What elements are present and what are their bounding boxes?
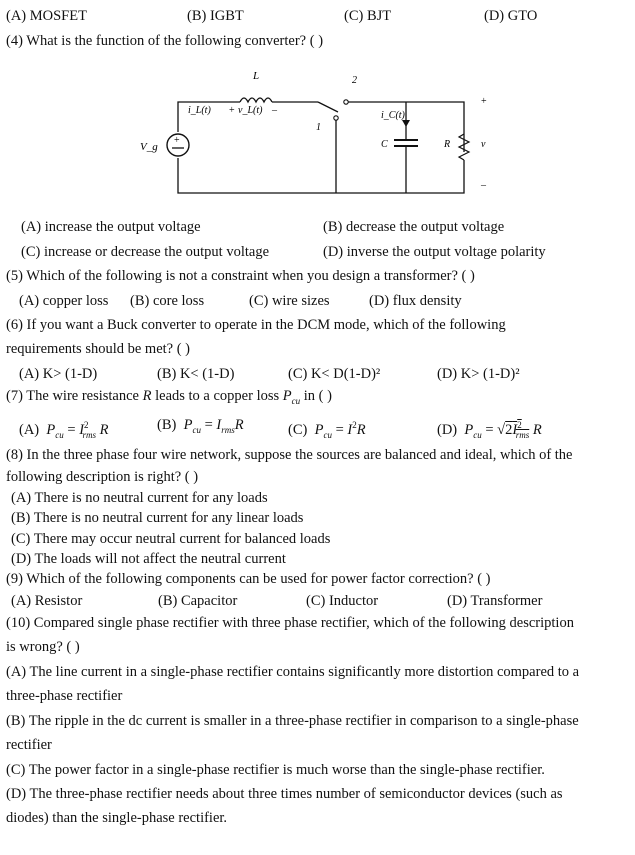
q10-option-d-line1: (D) The three-phase rectifier needs about three times number of semiconductor devices (such as xyxy=(6,786,563,802)
q10-option-d-line2: diodes) than the single-phase rectifier. xyxy=(6,810,228,826)
q7-option-d: (D) $P_{cu} = √2I^2_{rms}$ R xyxy=(437,420,542,440)
q6-option-d: (D) K> (1-D)² xyxy=(437,366,520,382)
q6-stem-line1: (6) If you want a Buck converter to operate in the DCM mode, which of the following xyxy=(6,317,506,333)
q10-option-b-line2: rectifier xyxy=(6,737,52,753)
buck-converter-circuit xyxy=(130,60,500,210)
q6-option-b: (B) K< (1-D) xyxy=(157,366,235,382)
q9-option-c: (C) Inductor xyxy=(306,593,379,609)
q5-option-b: (B) core loss xyxy=(130,293,205,309)
q3-option-c: (C) BJT xyxy=(344,8,392,24)
q4-stem: (4) What is the function of the following converter? ( ) xyxy=(6,33,324,49)
q4-option-a: (A) increase the output voltage xyxy=(21,219,201,235)
q5-stem: (5) Which of the following is not a constraint when you design a transformer? ( ) xyxy=(6,268,475,284)
q4-option-c: (C) increase or decrease the output voltage xyxy=(21,244,270,260)
q8-stem-line1: (8) In the three phase four wire network, suppose the sources are balanced and ideal, which of the xyxy=(6,447,573,463)
q3-option-b: (B) IGBT xyxy=(187,8,244,24)
q7-stem: (7) The wire resistance R leads to a copper loss $P_{cu}$ in ( ) xyxy=(6,388,332,406)
q7-option-a: (A) $P_{cu} = I^2_{rms}$ R xyxy=(19,420,109,440)
q10-option-b-line1: (B) The ripple in the dc current is smaller in a three-phase rectifier in comparison to a single-phase xyxy=(6,713,579,729)
q8-option-a: (A) There is no neutral current for any loads xyxy=(11,490,268,506)
q5-option-c: (C) wire sizes xyxy=(249,293,330,309)
il-label: i_L(t) xyxy=(188,105,211,116)
q3-option-a: (A) MOSFET xyxy=(6,8,87,24)
ic-label: i_C(t) xyxy=(381,110,405,121)
vl-minus-label: – xyxy=(272,105,277,116)
q6-option-a: (A) K> (1-D) xyxy=(19,366,98,382)
q9-stem: (9) Which of the following components can be used for power factor correction? ( ) xyxy=(6,571,491,587)
q3-option-d: (D) GTO xyxy=(484,8,538,24)
q10-option-a-line1: (A) The line current in a single-phase rectifier contains significantly more distortion compared to a xyxy=(6,664,580,680)
q6-option-c: (C) K< D(1-D)² xyxy=(288,366,381,382)
output-minus-label: – xyxy=(481,180,486,191)
q6-stem-line2: requirements should be met? ( ) xyxy=(6,341,191,357)
q10-option-c: (C) The power factor in a single-phase rectifier is much worse than the single-phase rectifier. xyxy=(6,762,545,778)
vl-plus-label: + xyxy=(229,105,235,116)
q10-option-a-line2: three-phase rectifier xyxy=(6,688,123,704)
q5-option-d: (D) flux density xyxy=(369,293,462,309)
q4-option-d: (D) inverse the output voltage polarity xyxy=(323,244,546,260)
output-v-label: v xyxy=(481,139,486,150)
q4-option-b: (B) decrease the output voltage xyxy=(323,219,505,235)
q10-stem-line1: (10) Compared single phase rectifier with three phase rectifier, which of the following description xyxy=(6,615,574,631)
inductor-symbol xyxy=(240,98,272,102)
switch-pos1-label: 1 xyxy=(316,122,321,133)
q8-option-c: (C) There may occur neutral current for balanced loads xyxy=(11,531,331,547)
q7-option-c: (C) $P_{cu} = I^2R$ xyxy=(288,420,366,440)
q9-option-d: (D) Transformer xyxy=(447,593,543,609)
q8-stem-line2: following description is right? ( ) xyxy=(6,469,199,485)
q10-stem-line2: is wrong? ( ) xyxy=(6,639,80,655)
q8-option-b: (B) There is no neutral current for any linear loads xyxy=(11,510,304,526)
q7-option-b: (B) $P_{cu} = I_{rms}R$ xyxy=(157,417,244,435)
q8-option-d: (D) The loads will not affect the neutral current xyxy=(11,551,286,567)
switch-blade xyxy=(318,102,338,112)
resistor-label: R xyxy=(444,139,451,150)
q5-option-a: (A) copper loss xyxy=(19,293,109,309)
vg-label: V_g xyxy=(140,141,158,153)
ic-arrow xyxy=(402,120,410,127)
inductor-label: L xyxy=(253,70,260,82)
switch-pos2-label: 2 xyxy=(352,75,357,86)
q9-option-a: (A) Resistor xyxy=(11,593,83,609)
source-plus-label: + xyxy=(174,135,180,146)
q9-option-b: (B) Capacitor xyxy=(158,593,238,609)
output-plus-label: + xyxy=(481,96,487,107)
vl-label: v_L(t) xyxy=(238,105,263,116)
capacitor-label: C xyxy=(381,139,388,150)
